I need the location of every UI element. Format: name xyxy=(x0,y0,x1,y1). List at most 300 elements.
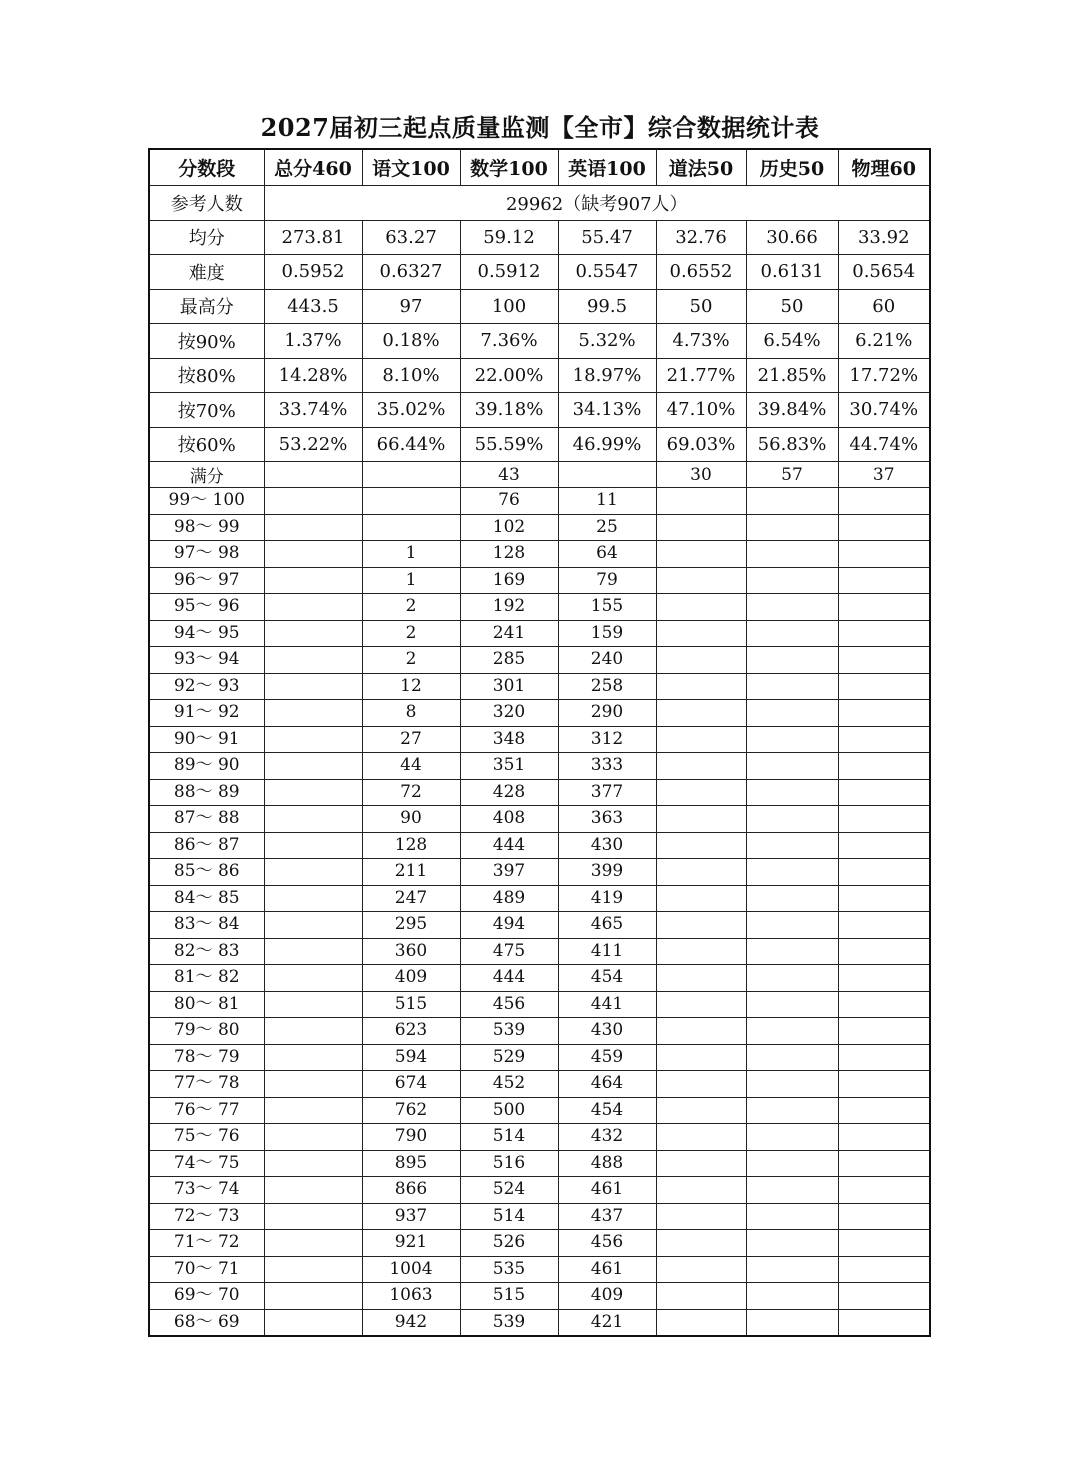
table-cell: 674 xyxy=(362,1071,460,1098)
table-cell: 35.02% xyxy=(362,393,460,428)
table-cell: 241 xyxy=(460,620,558,647)
table-cell: 942 xyxy=(362,1309,460,1336)
table-cell xyxy=(264,779,362,806)
table-cell: 500 xyxy=(460,1097,558,1124)
table-cell xyxy=(362,514,460,541)
table-cell: 43 xyxy=(460,462,558,488)
row-label: 83～ 84 xyxy=(149,912,264,939)
table-cell: 514 xyxy=(460,1124,558,1151)
table-cell: 21.85% xyxy=(746,358,838,393)
table-cell xyxy=(264,806,362,833)
table-row xyxy=(149,620,930,647)
table-cell xyxy=(264,965,362,992)
table-row xyxy=(149,938,930,965)
table-cell: 0.6552 xyxy=(656,255,746,290)
row-label: 95～ 96 xyxy=(149,594,264,621)
table-cell: 0.18% xyxy=(362,324,460,359)
table-cell xyxy=(838,541,930,568)
table-cell xyxy=(838,1018,930,1045)
table-row xyxy=(149,726,930,753)
table-cell: 99.5 xyxy=(558,289,656,324)
table-cell: 17.72% xyxy=(838,358,930,393)
table-cell xyxy=(264,594,362,621)
page-title: 2027届初三起点质量监测【全市】综合数据统计表 xyxy=(260,113,820,142)
table-cell: 921 xyxy=(362,1230,460,1257)
row-label: 按60% xyxy=(149,427,264,462)
table-cell xyxy=(264,1150,362,1177)
table-cell: 464 xyxy=(558,1071,656,1098)
table-cell: 8.10% xyxy=(362,358,460,393)
table-cell: 441 xyxy=(558,991,656,1018)
table-row xyxy=(149,1230,930,1257)
table-cell: 30 xyxy=(656,462,746,488)
table-cell xyxy=(838,1044,930,1071)
table-cell xyxy=(264,567,362,594)
table-cell xyxy=(558,462,656,488)
row-label: 77～ 78 xyxy=(149,1071,264,1098)
row-label: 97～ 98 xyxy=(149,541,264,568)
row-label: 96～ 97 xyxy=(149,567,264,594)
table-row xyxy=(149,1071,930,1098)
table-cell xyxy=(264,1230,362,1257)
table-cell: 515 xyxy=(460,1283,558,1310)
table-row xyxy=(149,700,930,727)
table-cell xyxy=(746,1309,838,1336)
table-cell: 333 xyxy=(558,753,656,780)
row-label: 82～ 83 xyxy=(149,938,264,965)
table-cell: 397 xyxy=(460,859,558,886)
table-cell xyxy=(838,1177,930,1204)
table-cell: 461 xyxy=(558,1256,656,1283)
table-cell: 866 xyxy=(362,1177,460,1204)
table-cell xyxy=(746,541,838,568)
table-cell xyxy=(264,514,362,541)
table-cell xyxy=(838,991,930,1018)
table-cell xyxy=(838,806,930,833)
table-cell xyxy=(656,938,746,965)
table-cell xyxy=(838,1230,930,1257)
table-cell xyxy=(838,1150,930,1177)
stat-row xyxy=(149,427,930,462)
table-cell: 762 xyxy=(362,1097,460,1124)
table-cell xyxy=(838,753,930,780)
table-cell: 64 xyxy=(558,541,656,568)
table-cell xyxy=(838,885,930,912)
row-label: 99～ 100 xyxy=(149,488,264,515)
table-cell xyxy=(264,488,362,515)
table-cell xyxy=(838,514,930,541)
table-cell: 351 xyxy=(460,753,558,780)
table-cell: 535 xyxy=(460,1256,558,1283)
table-cell: 258 xyxy=(558,673,656,700)
table-cell xyxy=(746,594,838,621)
table-cell: 0.6327 xyxy=(362,255,460,290)
table-cell: 47.10% xyxy=(656,393,746,428)
table-cell: 452 xyxy=(460,1071,558,1098)
table-cell xyxy=(746,991,838,1018)
table-cell xyxy=(746,1203,838,1230)
table-cell: 526 xyxy=(460,1230,558,1257)
table-cell xyxy=(746,859,838,886)
table-cell: 539 xyxy=(460,1018,558,1045)
table-cell: 0.5654 xyxy=(838,255,930,290)
table-cell: 97 xyxy=(362,289,460,324)
table-cell xyxy=(838,832,930,859)
table-cell xyxy=(656,700,746,727)
header-cell-history: 历史50 xyxy=(746,149,838,186)
table-cell: 790 xyxy=(362,1124,460,1151)
table-cell xyxy=(838,1203,930,1230)
table-cell xyxy=(746,700,838,727)
table-cell: 1.37% xyxy=(264,324,362,359)
row-label: 80～ 81 xyxy=(149,991,264,1018)
table-row xyxy=(149,1018,930,1045)
table-cell xyxy=(838,647,930,674)
table-cell: 430 xyxy=(558,1018,656,1045)
table-cell: 53.22% xyxy=(264,427,362,462)
table-cell: 55.59% xyxy=(460,427,558,462)
table-cell: 0.5912 xyxy=(460,255,558,290)
full-score-row xyxy=(149,462,930,488)
table-cell xyxy=(838,726,930,753)
row-label: 85～ 86 xyxy=(149,859,264,886)
table-cell: 192 xyxy=(460,594,558,621)
table-cell: 411 xyxy=(558,938,656,965)
table-row xyxy=(149,779,930,806)
table-cell xyxy=(656,859,746,886)
table-cell xyxy=(838,779,930,806)
header-cell-score-range: 分数段 xyxy=(149,149,264,186)
table-cell: 312 xyxy=(558,726,656,753)
row-label: 79～ 80 xyxy=(149,1018,264,1045)
participants-value: 29962（缺考907人） xyxy=(264,186,930,221)
table-cell: 50 xyxy=(746,289,838,324)
table-cell xyxy=(656,779,746,806)
table-cell: 6.54% xyxy=(746,324,838,359)
table-cell: 55.47 xyxy=(558,220,656,255)
table-cell: 18.97% xyxy=(558,358,656,393)
table-cell xyxy=(656,753,746,780)
table-cell xyxy=(264,859,362,886)
table-cell xyxy=(264,1256,362,1283)
table-cell: 60 xyxy=(838,289,930,324)
row-label: 难度 xyxy=(149,255,264,290)
table-cell: 14.28% xyxy=(264,358,362,393)
table-cell: 37 xyxy=(838,462,930,488)
table-cell xyxy=(264,991,362,1018)
table-row xyxy=(149,832,930,859)
row-label: 78～ 79 xyxy=(149,1044,264,1071)
table-cell: 69.03% xyxy=(656,427,746,462)
row-label: 71～ 72 xyxy=(149,1230,264,1257)
table-cell: 409 xyxy=(362,965,460,992)
table-cell xyxy=(656,965,746,992)
table-cell xyxy=(656,885,746,912)
stat-row xyxy=(149,220,930,255)
table-cell: 56.83% xyxy=(746,427,838,462)
table-row xyxy=(149,488,930,515)
header-cell-chinese: 语文100 xyxy=(362,149,460,186)
table-cell: 273.81 xyxy=(264,220,362,255)
table-cell: 240 xyxy=(558,647,656,674)
stat-row xyxy=(149,255,930,290)
table-cell xyxy=(264,885,362,912)
table-cell xyxy=(656,832,746,859)
table-cell: 11 xyxy=(558,488,656,515)
table-row xyxy=(149,514,930,541)
table-cell: 456 xyxy=(558,1230,656,1257)
table-cell xyxy=(746,912,838,939)
table-cell xyxy=(656,594,746,621)
table-cell xyxy=(656,1018,746,1045)
table-cell: 432 xyxy=(558,1124,656,1151)
table-cell: 428 xyxy=(460,779,558,806)
table-cell: 1 xyxy=(362,541,460,568)
table-cell xyxy=(656,514,746,541)
table-cell: 33.74% xyxy=(264,393,362,428)
table-cell xyxy=(746,1071,838,1098)
row-label: 均分 xyxy=(149,220,264,255)
row-label: 69～ 70 xyxy=(149,1283,264,1310)
table-cell xyxy=(838,859,930,886)
stat-row xyxy=(149,324,930,359)
table-cell: 399 xyxy=(558,859,656,886)
table-cell xyxy=(656,991,746,1018)
table-cell xyxy=(746,1177,838,1204)
table-cell: 529 xyxy=(460,1044,558,1071)
table-row xyxy=(149,1150,930,1177)
header-cell-math: 数学100 xyxy=(460,149,558,186)
table-row xyxy=(149,541,930,568)
table-cell xyxy=(656,1097,746,1124)
table-cell: 465 xyxy=(558,912,656,939)
table-cell xyxy=(362,462,460,488)
table-cell: 937 xyxy=(362,1203,460,1230)
table-cell xyxy=(746,726,838,753)
row-label: 92～ 93 xyxy=(149,673,264,700)
table-row xyxy=(149,567,930,594)
table-cell xyxy=(656,567,746,594)
row-label: 参考人数 xyxy=(149,186,264,221)
stat-row xyxy=(149,358,930,393)
table-cell: 459 xyxy=(558,1044,656,1071)
table-cell: 72 xyxy=(362,779,460,806)
table-cell: 0.5952 xyxy=(264,255,362,290)
header-row xyxy=(149,149,930,186)
table-cell xyxy=(746,1150,838,1177)
table-cell xyxy=(264,912,362,939)
table-cell: 155 xyxy=(558,594,656,621)
row-label: 68～ 69 xyxy=(149,1309,264,1336)
table-cell: 377 xyxy=(558,779,656,806)
table-cell xyxy=(838,1256,930,1283)
table-cell xyxy=(264,1018,362,1045)
table-row xyxy=(149,1203,930,1230)
table-cell: 247 xyxy=(362,885,460,912)
table-cell: 2 xyxy=(362,647,460,674)
table-cell xyxy=(656,1071,746,1098)
row-label: 89～ 90 xyxy=(149,753,264,780)
table-cell xyxy=(264,1097,362,1124)
table-cell: 461 xyxy=(558,1177,656,1204)
table-cell xyxy=(746,514,838,541)
table-cell: 50 xyxy=(656,289,746,324)
table-cell: 32.76 xyxy=(656,220,746,255)
table-cell: 0.5547 xyxy=(558,255,656,290)
table-cell xyxy=(264,462,362,488)
table-cell xyxy=(656,1283,746,1310)
table-cell xyxy=(746,938,838,965)
table-cell: 1 xyxy=(362,567,460,594)
table-cell xyxy=(746,1097,838,1124)
table-cell: 456 xyxy=(460,991,558,1018)
table-cell: 1004 xyxy=(362,1256,460,1283)
table-cell: 437 xyxy=(558,1203,656,1230)
table-cell xyxy=(838,1309,930,1336)
table-cell: 488 xyxy=(558,1150,656,1177)
table-cell: 515 xyxy=(362,991,460,1018)
table-cell xyxy=(656,1150,746,1177)
row-label: 94～ 95 xyxy=(149,620,264,647)
table-cell xyxy=(362,488,460,515)
table-cell xyxy=(838,567,930,594)
table-cell xyxy=(838,1124,930,1151)
table-cell xyxy=(838,965,930,992)
table-row xyxy=(149,1309,930,1336)
header-cell-english: 英语100 xyxy=(558,149,656,186)
table-cell: 39.18% xyxy=(460,393,558,428)
row-label: 84～ 85 xyxy=(149,885,264,912)
table-cell: 475 xyxy=(460,938,558,965)
row-label: 81～ 82 xyxy=(149,965,264,992)
row-label: 91～ 92 xyxy=(149,700,264,727)
table-cell: 285 xyxy=(460,647,558,674)
table-cell: 1063 xyxy=(362,1283,460,1310)
table-cell: 539 xyxy=(460,1309,558,1336)
table-cell: 6.21% xyxy=(838,324,930,359)
header-cell-physics: 物理60 xyxy=(838,149,930,186)
table-cell xyxy=(656,1256,746,1283)
table-cell: 44.74% xyxy=(838,427,930,462)
table-row xyxy=(149,991,930,1018)
table-cell: 360 xyxy=(362,938,460,965)
table-cell: 79 xyxy=(558,567,656,594)
table-cell xyxy=(746,1256,838,1283)
table-cell: 320 xyxy=(460,700,558,727)
table-row xyxy=(149,594,930,621)
table-cell: 444 xyxy=(460,832,558,859)
table-cell: 301 xyxy=(460,673,558,700)
table-cell xyxy=(746,1283,838,1310)
row-label: 98～ 99 xyxy=(149,514,264,541)
table-cell: 34.13% xyxy=(558,393,656,428)
table-row xyxy=(149,647,930,674)
table-cell xyxy=(264,1071,362,1098)
table-cell xyxy=(264,1124,362,1151)
row-label: 74～ 75 xyxy=(149,1150,264,1177)
table-cell: 27 xyxy=(362,726,460,753)
table-cell xyxy=(656,1230,746,1257)
table-cell xyxy=(746,1230,838,1257)
row-label: 按70% xyxy=(149,393,264,428)
table-cell xyxy=(838,938,930,965)
table-cell xyxy=(838,1097,930,1124)
table-cell: 514 xyxy=(460,1203,558,1230)
table-cell xyxy=(264,673,362,700)
table-row xyxy=(149,753,930,780)
table-cell: 290 xyxy=(558,700,656,727)
table-cell xyxy=(746,1124,838,1151)
table-cell: 59.12 xyxy=(460,220,558,255)
row-label: 按90% xyxy=(149,324,264,359)
table-cell: 8 xyxy=(362,700,460,727)
table-cell xyxy=(656,620,746,647)
table-cell: 348 xyxy=(460,726,558,753)
row-label: 最高分 xyxy=(149,289,264,324)
table-cell: 524 xyxy=(460,1177,558,1204)
table-cell xyxy=(656,1309,746,1336)
table-cell xyxy=(746,620,838,647)
table-cell xyxy=(838,700,930,727)
table-cell xyxy=(838,594,930,621)
table-cell xyxy=(264,832,362,859)
table-cell xyxy=(264,700,362,727)
header-cell-morality-law: 道法50 xyxy=(656,149,746,186)
table-row xyxy=(149,1177,930,1204)
table-cell: 419 xyxy=(558,885,656,912)
table-cell: 30.74% xyxy=(838,393,930,428)
table-cell: 443.5 xyxy=(264,289,362,324)
table-cell xyxy=(838,488,930,515)
table-cell xyxy=(746,488,838,515)
table-cell: 623 xyxy=(362,1018,460,1045)
row-label: 72～ 73 xyxy=(149,1203,264,1230)
table-cell: 76 xyxy=(460,488,558,515)
table-row xyxy=(149,806,930,833)
table-cell: 22.00% xyxy=(460,358,558,393)
table-cell: 454 xyxy=(558,1097,656,1124)
table-cell: 444 xyxy=(460,965,558,992)
table-cell xyxy=(746,1044,838,1071)
stat-row xyxy=(149,289,930,324)
table-cell xyxy=(656,488,746,515)
table-row xyxy=(149,859,930,886)
table-cell: 2 xyxy=(362,594,460,621)
table-cell: 12 xyxy=(362,673,460,700)
row-label: 90～ 91 xyxy=(149,726,264,753)
table-cell: 46.99% xyxy=(558,427,656,462)
table-cell xyxy=(264,1283,362,1310)
table-row xyxy=(149,912,930,939)
table-cell: 594 xyxy=(362,1044,460,1071)
row-label: 86～ 87 xyxy=(149,832,264,859)
table-cell: 25 xyxy=(558,514,656,541)
table-cell xyxy=(264,938,362,965)
participants-row xyxy=(149,186,930,221)
row-label: 87～ 88 xyxy=(149,806,264,833)
table-cell xyxy=(264,620,362,647)
table-row xyxy=(149,1124,930,1151)
table-cell: 102 xyxy=(460,514,558,541)
table-cell: 516 xyxy=(460,1150,558,1177)
row-label: 满分 xyxy=(149,462,264,488)
table-row xyxy=(149,1097,930,1124)
table-cell: 21.77% xyxy=(656,358,746,393)
table-cell xyxy=(746,832,838,859)
table-cell: 430 xyxy=(558,832,656,859)
table-cell: 408 xyxy=(460,806,558,833)
table-cell xyxy=(264,753,362,780)
